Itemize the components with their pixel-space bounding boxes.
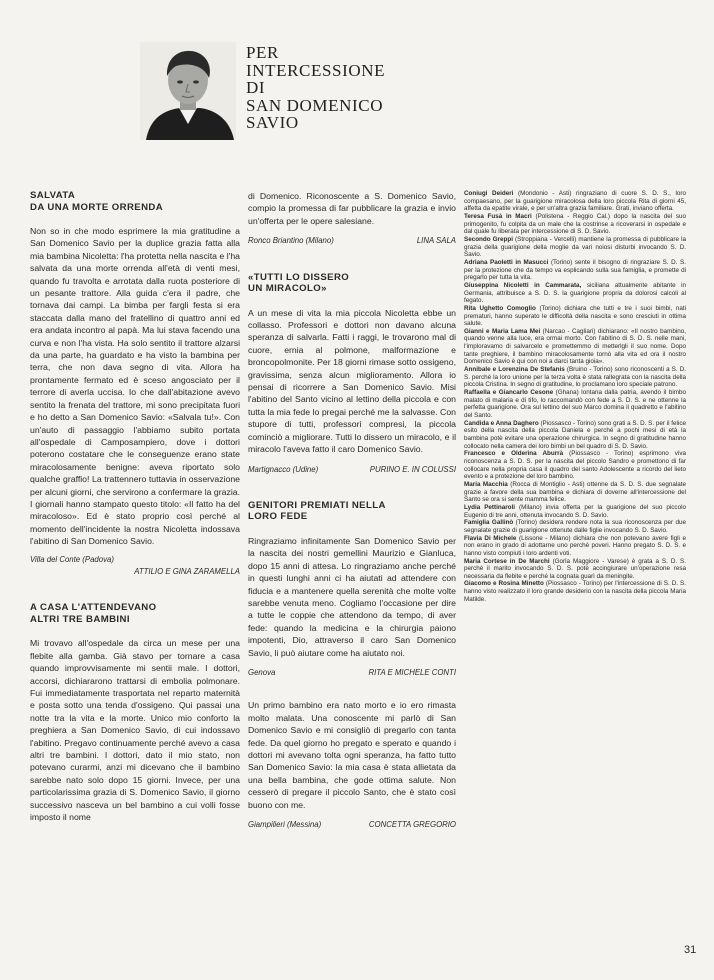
signature <box>248 667 456 679</box>
page-title <box>246 44 385 132</box>
title-line: SAN DOMENICO <box>246 95 384 115</box>
notice-name: Annibale e Lorenzina De Stefanis <box>464 366 565 374</box>
signature <box>248 235 456 247</box>
notice-name: Teresa Fusà in Macri <box>464 212 532 220</box>
notice-entry <box>464 504 686 519</box>
notice-text: (Narcao - Cagliari) dichiarano: «Il nostro bambino, quando venne alla luce, era ormai morto. Con l'abitino di S. D. S. nelle mani, l'imploravamo di salvarcelo e promettemmo di metterlgli il suo nome. Dopo tante preghiere, il bambino miracolosamente tornò alla vita ed ora il nostro Domenico Savio è qui con noi a darci tanta gioia». <box>464 327 687 366</box>
portrait-photo <box>140 42 236 140</box>
notice-entry <box>464 236 686 259</box>
notice-entry <box>464 535 686 558</box>
notice-entry <box>464 580 686 603</box>
signature-author: LINA SALA <box>416 236 456 246</box>
notice-name: Rita Ughetto Comoglio <box>464 304 536 312</box>
notice-name: Coniugi Deideri <box>464 190 514 197</box>
notice-entry <box>464 213 686 236</box>
notice-entry <box>464 481 686 504</box>
notice-text: (Piossasco - Torino) esprimono viva riconoscenza a S. D. S. per la nascita del piccolo Sandro e promettono di far collocare nella propria casa il quadro del santo Adolescente a ricordo del lieto evento e a protezione del loro bambino. <box>464 450 686 481</box>
notice-name: Maria Macchia <box>464 480 508 488</box>
column-2 <box>248 190 456 831</box>
notice-text: (Ghana) lontana dalla patria, avendo il bimbo malato di malaria e di tifo, lo raccomandò con fede a S. D. S. e ne ottenne la perfetta guarigione. Ora sul lettino del suo Marco domina il quadretto e l'abitino del Santo. <box>464 389 687 420</box>
notice-name: Raffaella e Giancarlo Cesone <box>464 389 554 397</box>
column-3-short-notices <box>464 190 686 603</box>
notice-text: (Rocca di Montiglio - Asti) ottenne da S. D. S. due segnalate grazie a favore della sua bambina e dichiara di doverne all'intercessione del Santo se ora si sente mamma felice. <box>464 480 686 504</box>
notice-name: Gianni e Maria Lama Mei <box>464 327 541 335</box>
signature <box>30 554 240 579</box>
notice-text: (Bruino - Torino) sono riconoscenti a S. D. S. perché la loro unione per la terza volta è stata rallegrata con la nascita della piccola Cristina. In segno di gratitudine, lo proclamano loro speciale patrono. <box>464 366 687 389</box>
notice-text: (Torino) desidera rendere nota la sua riconoscenza per due segnalate grazie di guarigione ottenute dalle figlie invocando S. D. Savio. <box>464 519 687 534</box>
title-line: PER <box>246 43 279 62</box>
signature-place: Ronco Briantino (Milano) <box>248 236 334 246</box>
notice-name: Giacomo e Rosina Minetto <box>464 580 544 588</box>
signature-author: RITA E MICHELE CONTI <box>368 667 456 677</box>
notice-entry <box>464 420 686 451</box>
portrait-illustration <box>140 42 236 140</box>
title-line: INTERCESSIONE <box>246 60 386 80</box>
article-heading: A CASA L'ATTENDEVANO ALTRI TRE BAMBINI <box>30 602 157 625</box>
title-line: DI <box>246 78 266 97</box>
article-heading: SALVATA DA UNA MORTE ORRENDA <box>30 190 164 213</box>
title-line: SAVIO <box>246 113 299 132</box>
notice-entry <box>464 305 686 328</box>
signature-place: Martignacco (Udine) <box>248 464 319 474</box>
notice-text: (Lissone - Milano) dichiara che non potevano avere figli e non erano in grado di adottarne uno perché poveri. Hanno pregato S. D. S. e hanno visto compiuti i loro ardenti voti. <box>464 534 686 557</box>
notice-entry <box>464 282 686 305</box>
signature-place: Genova <box>248 667 276 677</box>
notice-entry <box>464 190 686 213</box>
notice-entry <box>464 328 686 366</box>
notice-text: (Gorla Maggiore - Varese) è grata a S. D. S. perché il marito invocando S. D. S. potè accingiurare un'operazione resa necessaria da flebite e perché la cognata guarì da meningite. <box>464 557 687 580</box>
signature-author: CONCETTA GREGORIO <box>368 820 456 830</box>
article-heading: «TUTTI LO DISSERO UN MIRACOLO» <box>248 271 350 295</box>
notice-text: (Polistena - Reggio Cal.) dopo la nascita del suo primogenito, fu colpita da un male che la costrinse a ricoverarsi in ospedale e dal quale fu liberata per intercessione di S. D. Savio. <box>464 212 687 236</box>
article-body: Un primo bambino era nato morto e io ero rimasta molto malata. Una conoscente mi parlò di San Domenico Savio e mi consigliò di pregarlo con tanta fede. Da quel giorno ho pregato e sperato e quando i dottori mi avevano tolta ogni speranza, ha fatto tutto San Domenico Savio: la mia casa è stata allietata da una bella bambina, che gode ottima salute. Non cesserò di pregare il piccolo Santo, che è stato così buono con me. <box>248 700 456 810</box>
article-body: A un mese di vita la mia piccola Nicoletta ebbe un collasso. Professori e dottori non davano alcuna speranza di salvarla. Fatti i raggi, le trovarono mal di cuore, ernia al polmone, malformazione e broncopolmonite. Per 18 giorni rimase sotto ossigeno, gravissima, senza alcun miglioramento. Allora io pensai di ricorrere a San Domenico Savio. Misi l'abitino del Santo vicino al lettino della piccola e con tutta la mia fede lo pregai perché me la salvasse. Con stupore di tutti, professori compresi, la piccola cominciò a migliorare. Tutti lo dissero un miracolo, e il miracolo l'aveva fatto il caro Domenico Savio. <box>248 307 456 455</box>
notice-entry <box>464 259 686 282</box>
notice-name: Francesco e Olderina Aburrà <box>464 450 564 458</box>
notice-name: Giuseppina Nicoletti in Cammarata, <box>464 281 582 289</box>
notice-name: Candida e Anna Daghero <box>464 419 539 427</box>
signature-author: PURINO E. IN COLUSSI <box>369 464 456 474</box>
signature <box>248 819 456 831</box>
notice-text: (Torino) sente il bisogno di ringraziare S. D. S. per la protezione che da tempo va esplicando sulla sua famiglia, e promette di pregarlo per tutta la vita. <box>464 258 686 282</box>
notice-text: (Mondonio - Asti) ringraziano di cuore S. D. S., loro compaesano, per la guarigione miracolosa della loro piccola Rita di giorni 45, affetta da epatite virale, e per un'altra grazia familiare. Grati, inviano offerta. <box>464 190 686 213</box>
notice-text: (Piossasco - Torino) sono grati a S. D. S. per il felice esito della nascita della piccola Daniela e perché a pochi mesi di età la bambina potè evitare una operazione chirurgica. In segno di gratitudine hanno collocato nella camera dei loro bimbi un bel quadro di S. D. Savio. <box>464 419 686 450</box>
article-heading: GENITORI PREMIATI NELLA LORO FEDE <box>248 499 386 523</box>
article-body: Mi trovavo all'ospedale da circa un mese per una flebite alla gamba. Già stavo per tornare a casa quando improvvisamente mi sentii male. I dottori, accorsi, dichiararono trattarsi di embolia polmonare. Fui immediatamente trasportata nel reparto maternità e posta sotto una tenda d'ossigeno. Qui passai una notte tra la vita e la morte. Unico mio conforto la preghiera a San Domenico Savio, di cui indossavo l'abitino. Pregavo continuamente perché avevo a casa altri tre bambini. I dottori, dato il mio stato, non potevano curarmi, anzi mi dicevano che il bambino sarebbe nato solo dopo 15 giorni. Invece, per una particolarissima grazia di S. Domenico Savio, il giorno successivo nasceva un bel bambino a cui volli fosse imposto il nome <box>30 638 240 823</box>
notice-name: Famiglia Gallinò <box>464 519 514 527</box>
signature-place: Villa del Conte (Padova) <box>30 554 114 564</box>
column-1 <box>30 190 240 823</box>
notice-name: Secondo Greppi <box>464 235 513 243</box>
page-number: 31 <box>684 944 697 956</box>
notice-text: (Stroppiana - Vercelli) mantiene la promessa di pubblicare la grazia della guarigione della moglie da vari noiosi disturbi invocando S. D. Savio. <box>464 235 686 259</box>
notice-text: siciliana attualmente abitante in Germania, attribuisce a S. D. S. la guarigione propria da dolorosi calcoli al fegato. <box>464 281 686 305</box>
notice-entry <box>464 389 686 420</box>
notice-entry <box>464 558 686 581</box>
notice-text: (Milano) invia offerta per la guarigione del suo piccolo Eugenio di tre anni, ottenuta invocando S. D. Savio. <box>464 503 686 519</box>
signature <box>248 464 456 476</box>
article-body: Ringraziamo infinitamente San Domenico Savio per la nascita dei nostri gemellini Maurizio e Gianluca, dopo 15 anni di attesa. Lo ringraziamo anche perché in questi lunghi anni ci ha aiutati ad attendere con fiducia e a mantenere quella serenità che molte volte sarebbe venuta meno. Cogliamo l'occasione per dire a tutte le coppie che attendono da tempo, di aver fede: quando la medicina e la chirurgia paiono impotenti, Dio, attraverso il caro San Domenico Savio, li può aiutare come ha aiutato noi. <box>248 535 456 658</box>
notice-text: (Torino) dichiara che tutti e tre i suoi bimbi, nati prematuri, hanno superato le difficoltà della nascita e sono cresciuti in ottima salute. <box>464 304 687 328</box>
notice-name: Adriana Paoletti in Masucci <box>464 258 549 266</box>
notice-name: Lydia Pettinaroli <box>464 503 515 511</box>
article-body: di Domenico. Riconoscente a S. Domenico Savio, compio la promessa di far pubblicare la grazia e invio un'offerta per le opere salesiane. <box>248 191 456 226</box>
article-body: Non so in che modo esprimere la mia gratitudine a San Domenico Savio per la duplice grazia fatta alla mia bambina Nicoletta: l'ha protetta nella nascita e l'ha salvata da una morte orrenda all'età di venti mesi, quando fu travolta e arrotata dalla ruota posteriore di un pesante trattore. Alla guida c'era il padre, che tornava dai campi. La bimba per fargli festa si era staccata dalla mano del fratellino di quattro anni ed era andata incontro al papà. Ma lui stava facendo una curva e non l'ha vista. Ha solo sentito il trattore alzarsi da una parte, ha guardato e ha visto la bambina per terra, che non dava segno di vita. Allora ha prontamente fermato ed è scesо angosciato per il terrore di averla uccisa. Io che dall'abitazione avevo sentito la frenata del trattore, mi sono precipitata fuori e ho detto a San Domenico Savio: «Salvala tu!». Con un'auto di passaggio l'abbiamo subito portata all'ospedale di Camposampiero, dove i dottori poterono costatare che le conseguenze erano state miracolosamente benigne: aveva riportato solo qualche graffio! La trattennero tuttavia in osservazione per alcuni giorni, che servirono a confermare la grazia. I giornali hanno stampato questo titolo: «Il fatto ha del miracoloso». Ed è stato proprio così perché al momento dell'incidente la nostra Nicoletta indossava l'abitino di San Domenico Savio. <box>30 226 240 547</box>
notice-text: (Piossasco - Torino) per l'intercessione di S. D. S. hanno visto realizzato il loro grande desiderio con la nascita della piccola Maria Matilde. <box>464 580 687 603</box>
notice-name: Maria Cortese in De Marchi <box>464 557 550 565</box>
notice-entry <box>464 366 686 389</box>
signature-place: Giampilieri (Messina) <box>248 820 322 830</box>
signature-author: ATTILIO E GINA ZARAMELLA <box>134 566 240 576</box>
notice-entry <box>464 519 686 534</box>
notice-name: Flavia Di Michele <box>464 534 517 542</box>
notice-entry <box>464 450 686 481</box>
